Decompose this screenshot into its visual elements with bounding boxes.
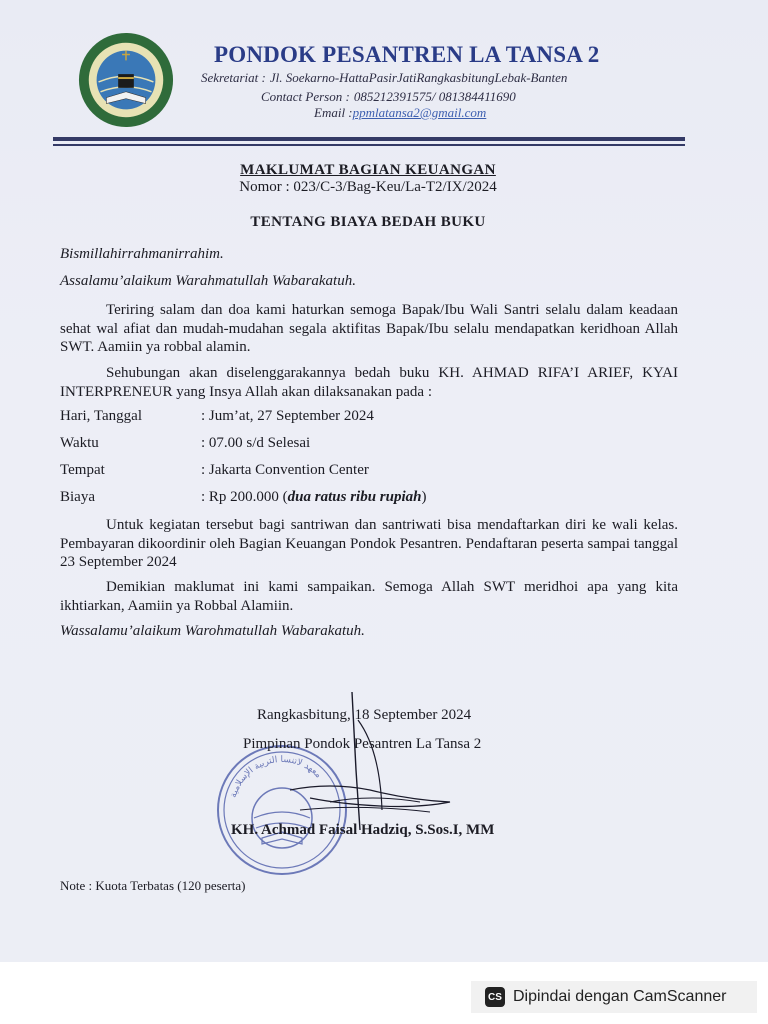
closing-greeting: Wassalamu’alaikum Warohmatullah Wabarakatuh. — [60, 623, 365, 639]
paragraph-1-text: Teriring salam dan doa kami haturkan semoga Bapak/Ibu Wali Santri selalu dalam keadaan sehat wal afiat dan mudah-mudahan segala aktifitas Bapak/Ibu selalu mendapatkan keridhoan Allah SWT. Aamiin ya robbal alamin. — [60, 302, 678, 355]
detail-value: : 07.00 s/d Selesai — [201, 435, 311, 451]
paragraph-3 — [60, 516, 678, 572]
opening-greeting: Assalamu’alaikum Warahmatullah Wabarakatuh. — [60, 273, 356, 289]
email-label: Email : — [314, 105, 353, 120]
contact-line — [261, 89, 516, 105]
signature-position: Pimpinan Pondok Pesantren La Tansa 2 — [243, 736, 482, 752]
email-link[interactable]: ppmlatansa2@gmail.com — [352, 105, 487, 120]
detail-label: Tempat — [60, 462, 105, 478]
school-logo — [77, 31, 175, 129]
signature-name: KH. Achmad Faisal Hadziq, S.Sos.I, MM — [231, 822, 495, 838]
detail-label: Hari, Tanggal — [60, 408, 142, 424]
detail-value-emphasis: dua ratus ribu rupiah — [287, 489, 422, 505]
detail-value-end: ) — [421, 489, 427, 505]
quota-note: Note : Kuota Terbatas (120 peserta) — [60, 878, 246, 893]
signature-place-date: Rangkasbitung, 18 September 2024 — [257, 707, 472, 723]
header-divider-thick — [53, 137, 685, 141]
detail-row-place — [60, 462, 369, 479]
contact-label: Contact Person : — [261, 89, 350, 104]
detail-value: : Rp 200.000 ( — [201, 489, 288, 505]
paragraph-2 — [60, 364, 678, 401]
header-divider-thin — [53, 144, 685, 146]
paragraph-3-text: Untuk kegiatan tersebut bagi santriwan dan santriwati bisa mendaftarkan diri ke wali kelas. Pembayaran dikoordinir oleh Bagian Keuangan Pondok Pesantren. Pendaftaran peserta sampai tanggal 23 September 2024 — [60, 517, 678, 570]
paragraph-4 — [60, 578, 678, 615]
detail-row-date — [60, 408, 374, 425]
secretariat-value: Jl. Soekarno-HattaPasirJatiRangkasbitungLebak-Banten — [269, 70, 568, 85]
secretariat-line — [201, 70, 567, 86]
paragraph-1 — [60, 301, 678, 357]
paragraph-4-text: Demikian maklumat ini kami sampaikan. Semoga Allah SWT meridhoi apa yang kita ikhtiarkan, Aamiin ya Robbal Alamiin. — [60, 579, 678, 614]
document-title: MAKLUMAT BAGIAN KEUANGAN — [240, 162, 496, 178]
detail-label: Waktu — [60, 435, 99, 451]
email-line — [314, 105, 486, 121]
contact-value: 085212391575/ 081384411690 — [353, 89, 516, 104]
paragraph-2-text: Sehubungan akan diselenggarakannya bedah buku KH. AHMAD RIFA’I ARIEF, KYAI INTERPRENEUR yang Insya Allah akan dilaksanakan pada : — [60, 365, 678, 400]
detail-label: Biaya — [60, 489, 95, 505]
school-name: PONDOK PESANTREN LA TANSA 2 — [214, 42, 600, 67]
detail-value: : Jakarta Convention Center — [201, 462, 369, 478]
camscanner-label: Dipindai dengan CamScanner — [513, 988, 727, 1005]
document-number: Nomor : 023/C-3/Bag-Keu/La-T2/IX/2024 — [239, 179, 497, 195]
camscanner-watermark — [471, 981, 757, 1013]
detail-value: : Jum’at, 27 September 2024 — [201, 408, 374, 424]
document-subject: TENTANG BIAYA BEDAH BUKU — [250, 214, 486, 230]
detail-row-cost — [60, 489, 427, 506]
stamp-text: معهد لاتنسا التربية الإسلامية — [228, 754, 324, 799]
camscanner-icon: CS — [485, 987, 505, 1007]
detail-row-time — [60, 435, 310, 452]
opening-basmalah: Bismillahirrahmanirrahim. — [60, 246, 224, 262]
secretariat-label: Sekretariat : — [201, 70, 266, 85]
